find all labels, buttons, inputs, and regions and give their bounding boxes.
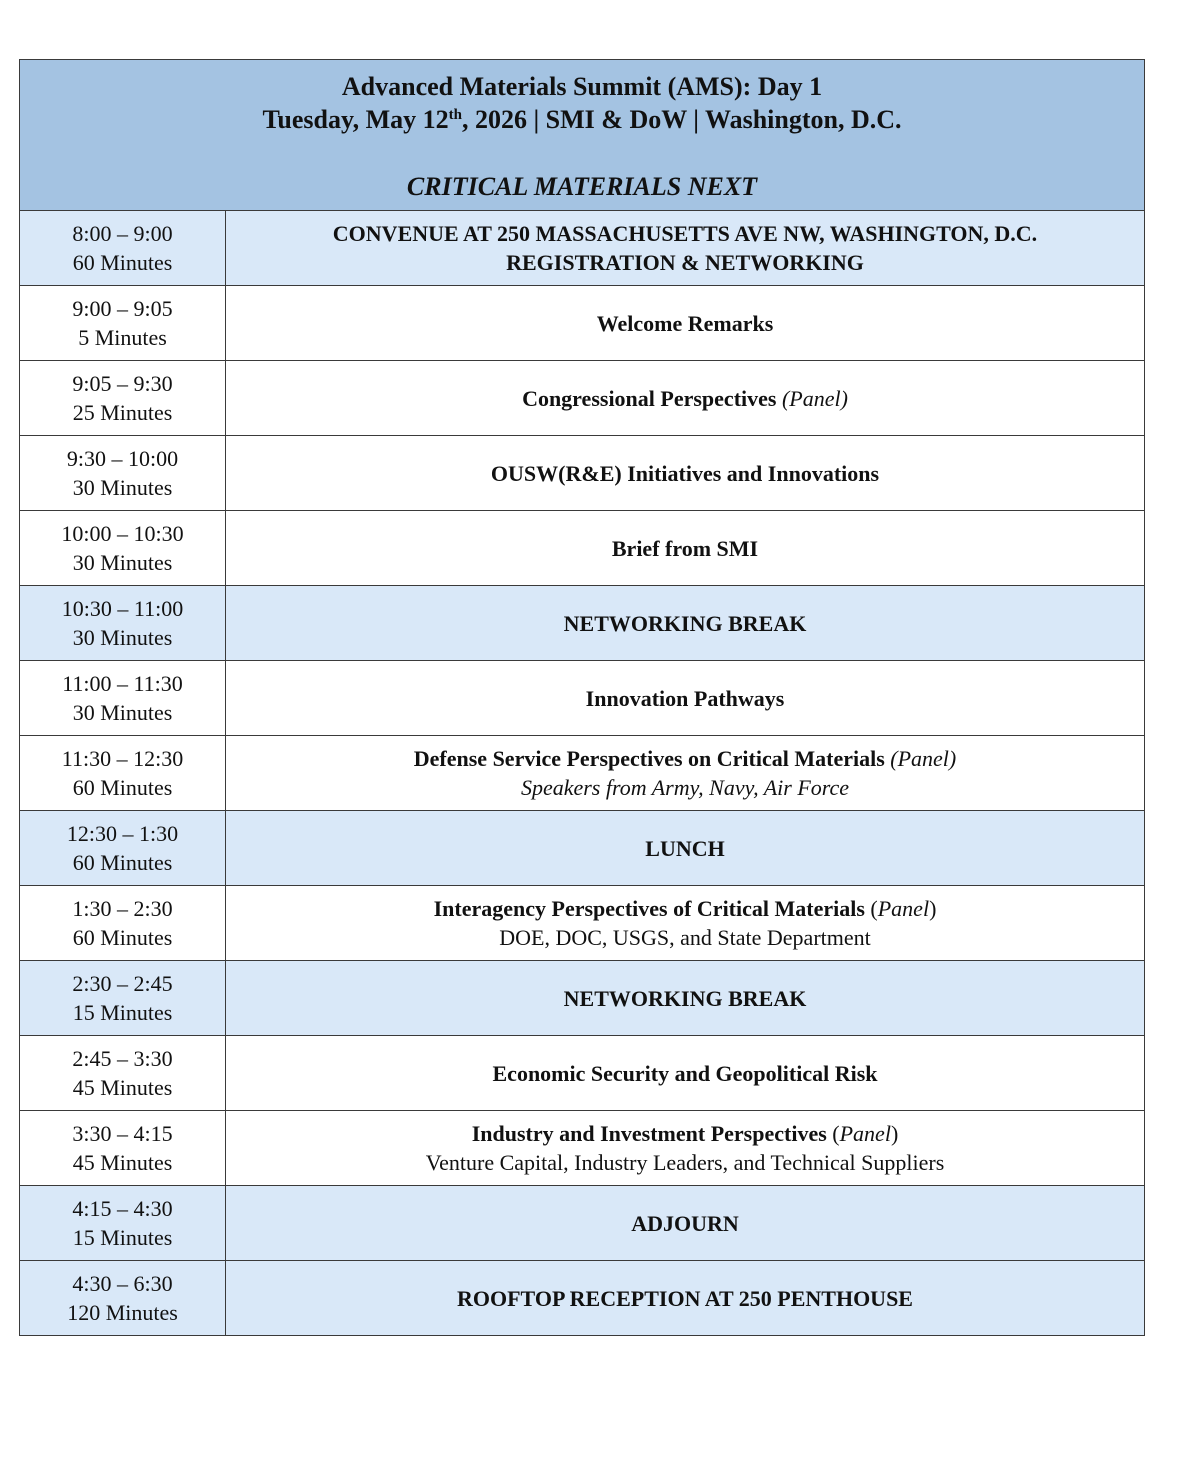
session-detail: Venture Capital, Industry Leaders, and Technical Suppliers bbox=[425, 1150, 945, 1175]
session-cell bbox=[226, 1111, 1145, 1186]
agenda-header bbox=[20, 60, 1145, 211]
session-title: Welcome Remarks bbox=[596, 310, 774, 336]
duration: 30 Minutes bbox=[72, 475, 173, 500]
time-range: 9:05 – 9:30 bbox=[72, 371, 173, 396]
session-format-note: Panel bbox=[877, 896, 930, 921]
schedule-row bbox=[20, 886, 1145, 961]
session-title: Economic Security and Geopolitical Risk bbox=[492, 1060, 878, 1086]
duration: 25 Minutes bbox=[72, 400, 173, 425]
time-range: 3:30 – 4:15 bbox=[72, 1121, 173, 1146]
duration: 60 Minutes bbox=[72, 925, 173, 950]
session-cell bbox=[226, 961, 1145, 1036]
session-title: Industry and Investment Perspectives bbox=[471, 1121, 827, 1146]
time-range: 10:00 – 10:30 bbox=[61, 521, 184, 546]
time-cell bbox=[20, 661, 226, 736]
session-detail: DOE, DOC, USGS, and State Department bbox=[499, 925, 871, 950]
session-cell bbox=[226, 811, 1145, 886]
time-range: 11:30 – 12:30 bbox=[61, 746, 184, 771]
schedule-row bbox=[20, 361, 1145, 436]
schedule-row bbox=[20, 1111, 1145, 1186]
session-cell bbox=[226, 361, 1145, 436]
session-title: CONVENUE AT 250 MASSACHUSETTS AVE NW, WASHINGTON, D.C. bbox=[332, 221, 1038, 246]
session-title: ROOFTOP RECEPTION AT 250 PENTHOUSE bbox=[457, 1285, 913, 1311]
time-cell bbox=[20, 361, 226, 436]
schedule-row bbox=[20, 286, 1145, 361]
session-cell bbox=[226, 736, 1145, 811]
date-rest: , 2026 | SMI & DoW | Washington, D.C. bbox=[461, 105, 902, 134]
session-title: ADJOURN bbox=[631, 1210, 739, 1236]
schedule-row bbox=[20, 961, 1145, 1036]
time-cell bbox=[20, 1111, 226, 1186]
session-cell bbox=[226, 1036, 1145, 1111]
time-range: 12:30 – 1:30 bbox=[66, 821, 179, 846]
time-cell bbox=[20, 511, 226, 586]
session-format-note: (Panel) bbox=[781, 385, 848, 411]
schedule-row bbox=[20, 736, 1145, 811]
session-cell bbox=[226, 586, 1145, 661]
summit-title: Advanced Materials Summit (AMS): Day 1 bbox=[341, 72, 823, 101]
schedule-row bbox=[20, 661, 1145, 736]
session-cell bbox=[226, 661, 1145, 736]
session-cell bbox=[226, 1261, 1145, 1336]
time-range: 9:00 – 9:05 bbox=[72, 296, 173, 321]
note-open: ( bbox=[870, 896, 878, 921]
schedule-row bbox=[20, 436, 1145, 511]
time-range: 2:30 – 2:45 bbox=[72, 971, 173, 996]
session-format-note: (Panel) bbox=[890, 746, 957, 771]
note-close: ) bbox=[890, 1121, 899, 1146]
date-ordinal-suffix: th bbox=[448, 107, 462, 123]
schedule-row bbox=[20, 586, 1145, 661]
session-title: NETWORKING BREAK bbox=[563, 610, 807, 636]
session-cell bbox=[226, 1186, 1145, 1261]
schedule-row bbox=[20, 1186, 1145, 1261]
time-range: 10:30 – 11:00 bbox=[61, 596, 184, 621]
session-cell bbox=[226, 286, 1145, 361]
time-range: 1:30 – 2:30 bbox=[72, 896, 173, 921]
time-cell bbox=[20, 436, 226, 511]
session-title: Innovation Pathways bbox=[585, 685, 785, 711]
agenda-table bbox=[19, 59, 1145, 1336]
time-cell bbox=[20, 1186, 226, 1261]
time-cell bbox=[20, 961, 226, 1036]
schedule-row bbox=[20, 511, 1145, 586]
session-title: Congressional Perspectives bbox=[522, 385, 777, 411]
time-range: 8:00 – 9:00 bbox=[72, 221, 173, 246]
session-cell bbox=[226, 886, 1145, 961]
time-cell bbox=[20, 736, 226, 811]
duration: 15 Minutes bbox=[72, 1225, 173, 1250]
note-open: ( bbox=[832, 1121, 840, 1146]
summit-date-location bbox=[20, 103, 1144, 137]
session-title: Brief from SMI bbox=[611, 535, 759, 561]
time-cell bbox=[20, 211, 226, 286]
session-detail: Speakers from Army, Navy, Air Force bbox=[520, 775, 850, 800]
duration: 5 Minutes bbox=[78, 325, 167, 350]
time-cell bbox=[20, 1036, 226, 1111]
duration: 30 Minutes bbox=[72, 625, 173, 650]
session-title: Defense Service Perspectives on Critical Materials bbox=[413, 746, 885, 771]
session-cell bbox=[226, 211, 1145, 286]
session-title-line2: REGISTRATION & NETWORKING bbox=[506, 250, 864, 275]
header-row bbox=[20, 60, 1145, 211]
session-cell bbox=[226, 511, 1145, 586]
duration: 30 Minutes bbox=[72, 550, 173, 575]
duration: 60 Minutes bbox=[72, 850, 173, 875]
time-range: 9:30 – 10:00 bbox=[66, 446, 179, 471]
time-range: 11:00 – 11:30 bbox=[62, 671, 183, 696]
schedule-row bbox=[20, 811, 1145, 886]
date-prefix: Tuesday, May 12 bbox=[262, 105, 449, 134]
note-close: ) bbox=[929, 896, 937, 921]
duration: 15 Minutes bbox=[72, 1000, 173, 1025]
duration: 45 Minutes bbox=[72, 1150, 173, 1175]
session-title: NETWORKING BREAK bbox=[563, 985, 807, 1011]
session-cell bbox=[226, 436, 1145, 511]
time-cell bbox=[20, 586, 226, 661]
time-range: 4:15 – 4:30 bbox=[72, 1196, 173, 1221]
duration: 30 Minutes bbox=[72, 700, 173, 725]
time-cell bbox=[20, 811, 226, 886]
schedule-row bbox=[20, 211, 1145, 286]
schedule-row bbox=[20, 1261, 1145, 1336]
summit-theme: CRITICAL MATERIALS NEXT bbox=[406, 172, 758, 201]
session-title: OUSW(R&E) Initiatives and Innovations bbox=[490, 460, 880, 486]
schedule-row bbox=[20, 1036, 1145, 1111]
duration: 120 Minutes bbox=[67, 1300, 178, 1325]
duration: 60 Minutes bbox=[72, 775, 173, 800]
duration: 60 Minutes bbox=[72, 250, 173, 275]
time-range: 4:30 – 6:30 bbox=[72, 1271, 173, 1296]
time-cell bbox=[20, 1261, 226, 1336]
time-range: 2:45 – 3:30 bbox=[72, 1046, 173, 1071]
time-cell bbox=[20, 286, 226, 361]
session-format-note: Panel bbox=[839, 1121, 891, 1146]
session-title: LUNCH bbox=[645, 835, 725, 861]
duration: 45 Minutes bbox=[72, 1075, 173, 1100]
session-title: Interagency Perspectives of Critical Materials bbox=[433, 896, 865, 921]
time-cell bbox=[20, 886, 226, 961]
